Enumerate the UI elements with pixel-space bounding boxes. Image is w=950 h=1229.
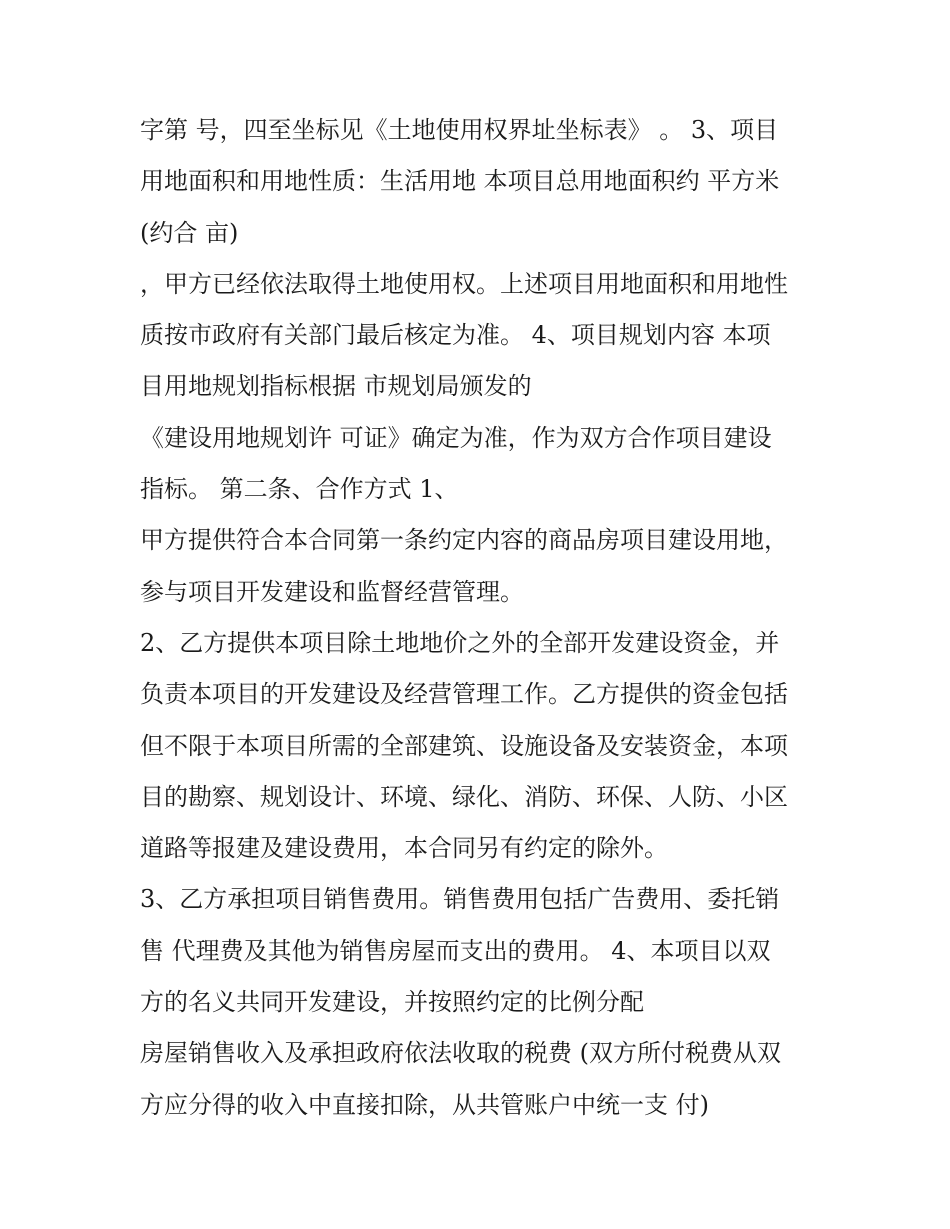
text-line-5: 质按市政府有关部门最后核定为准。 4、项目规划内容 本项 [140, 321, 771, 350]
text-line-8: 指标。 第二条、合作方式 1、 [140, 475, 459, 504]
text-line-19: 房屋销售收入及承担政府依法收取的税费 (双方所付税费从双 [140, 1039, 781, 1068]
text-line-3: (约合 亩) [140, 218, 239, 247]
text-line-15: 道路等报建及建设费用，本合同另有约定的除外。 [140, 834, 668, 863]
text-line-12: 负责本项目的开发建设及经营管理工作。乙方提供的资金包括 [140, 680, 788, 709]
text-line-6: 目用地规划指标根据 市规划局颁发的 [140, 372, 532, 401]
text-line-20: 方应分得的收入中直接扣除，从共管账户中统一支 付) [140, 1090, 709, 1119]
text-line-14: 目的勘察、规划设计、环境、绿化、消防、环保、人防、小区 [140, 782, 788, 811]
text-line-7: 《建设用地规划许 可证》确定为准，作为双方合作项目建设 [140, 423, 772, 452]
text-line-17: 售 代理费及其他为销售房屋而支出的费用。 4、本项目以双 [140, 936, 771, 965]
text-line-11: 2、乙方提供本项目除土地地价之外的全部开发建设资金，并 [140, 628, 780, 657]
text-line-18: 方的名义共同开发建设，并按照约定的比例分配 [140, 988, 644, 1017]
text-line-9: 甲方提供符合本合同第一条约定内容的商品房项目建设用地， [140, 526, 788, 555]
text-line-16: 3、乙方承担项目销售费用。销售费用包括广告费用、委托销 [140, 885, 780, 914]
text-line-13: 但不限于本项目所需的全部建筑、设施设备及安装资金，本项 [140, 731, 788, 760]
text-line-2: 用地面积和用地性质：生活用地 本项目总用地面积约 平方米 [140, 167, 780, 196]
text-line-1: 字第 号，四至坐标见《土地使用权界址坐标表》 。 3、项目 [140, 116, 779, 144]
text-line-10: 参与项目开发建设和监督经营管理。 [140, 577, 524, 606]
text-line-4: ，甲方已经依法取得土地使用权。上述项目用地面积和用地性 [140, 269, 788, 298]
document-body [140, 105, 830, 1131]
